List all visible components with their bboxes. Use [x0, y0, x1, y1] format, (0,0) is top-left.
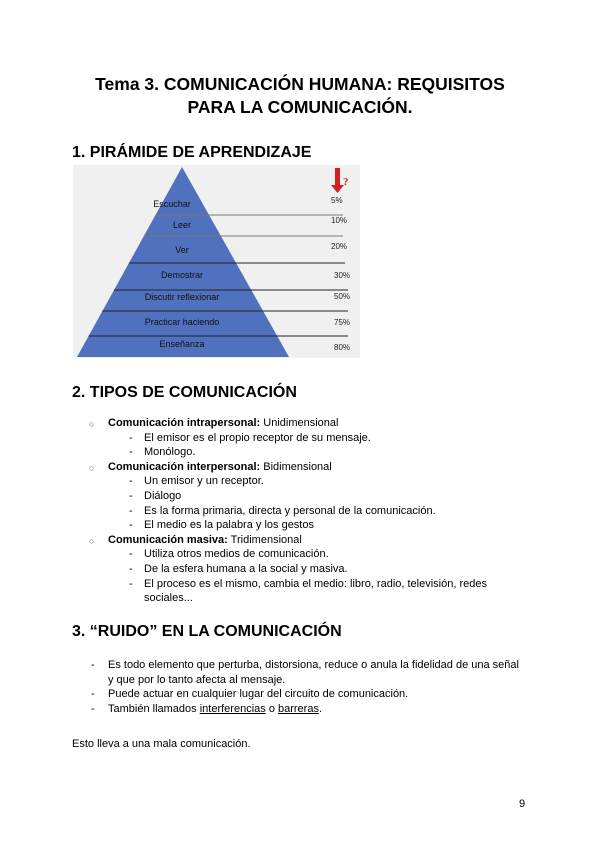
noise-item-1: Es todo elemento que perturba, distorsiona, reduce o anula la fidelidad de una señal: [108, 659, 519, 671]
dash-bullet: -: [129, 519, 133, 532]
pyramid-level-label: Enseñanza: [159, 339, 205, 349]
dash-bullet: -: [129, 475, 133, 488]
barreras-link[interactable]: barreras: [278, 703, 319, 715]
page-number: 9: [519, 798, 526, 810]
retention-percent: 30%: [334, 271, 351, 280]
learning-pyramid-figure: [73, 165, 360, 358]
circle-bullet-icon: ○: [89, 419, 95, 429]
dash-bullet: -: [129, 563, 133, 575]
communication-type: Comunicación interpersonal: Bidimensional: [108, 460, 332, 473]
section-1-heading: 1. PIRÁMIDE DE APRENDIZAJE: [72, 144, 312, 161]
communication-type-item: Utiliza otros medios de comunicación.: [144, 548, 329, 561]
dash-bullet: -: [129, 577, 133, 590]
circle-bullet-icon: ○: [89, 462, 95, 473]
noise-item-2: Puede actuar en cualquier lugar del circuito de comunicación.: [108, 688, 409, 700]
pyramid-graphic: [73, 165, 360, 358]
retention-percent: 20%: [331, 242, 348, 251]
noise-item-3: También llamados interferencias o barreras.: [108, 703, 323, 715]
communication-type-item: Monólogo.: [144, 446, 196, 459]
pyramid-level-label: Leer: [172, 220, 192, 230]
pyramid-level-label: Ver: [175, 245, 189, 255]
retention-percent: 50%: [334, 292, 351, 301]
interferencias-link[interactable]: interferencias: [199, 703, 266, 715]
dash-bullet: -: [129, 490, 133, 502]
retention-percent: 75%: [334, 318, 351, 327]
communication-type-item: Diálogo: [144, 490, 182, 502]
page-title-line-1: Tema 3. COMUNICACIÓN HUMANA: REQUISITOS: [95, 74, 505, 94]
communication-type-item: De la esfera humana a la social y masiva.: [144, 563, 348, 575]
communication-type-item: El emisor es el propio receptor de su mensaje.: [144, 431, 371, 444]
dash-bullet: -: [129, 504, 133, 517]
section-2-heading: 2. TIPOS DE COMUNICACIÓN: [72, 384, 297, 401]
communication-type-item: Es la forma primaria, directa y personal de la comunicación.: [144, 504, 436, 517]
communication-type: Comunicación masiva: Tridimensional: [108, 533, 302, 546]
pyramid-level-label: Discutir reflexionar: [144, 292, 220, 302]
section-3-heading: 3. “RUIDO” EN LA COMUNICACIÓN: [72, 623, 342, 640]
communication-type-item: El proceso es el mismo, cambia el medio: libro, radio, televisión, redes: [144, 577, 487, 590]
page-title-line-2: PARA LA COMUNICACIÓN.: [187, 97, 413, 117]
communication-type-item: sociales...: [144, 592, 193, 605]
dash-bullet: -: [129, 446, 133, 459]
question-mark: ?: [343, 176, 349, 188]
pyramid-shape: [77, 167, 289, 357]
dash-bullet: -: [129, 431, 133, 444]
circle-bullet-icon: ○: [89, 535, 95, 546]
dash-bullet: -: [129, 548, 133, 561]
noise-item-1-cont: y que por lo tanto afecta al mensaje.: [108, 674, 286, 686]
retention-percent: 10%: [331, 216, 348, 225]
conclusion-text: Esto lleva a una mala comunicación.: [72, 738, 251, 750]
retention-percent: 5%: [331, 196, 343, 205]
communication-type-item: El medio es la palabra y los gestos: [144, 519, 314, 532]
pyramid-level-label: Practicar haciendo: [144, 317, 220, 327]
communication-type-item: Un emisor y un receptor.: [144, 475, 264, 488]
communication-type: Comunicación intrapersonal: Unidimensional: [108, 417, 339, 429]
pyramid-level-label: Escuchar: [153, 199, 191, 209]
retention-percent: 80%: [334, 343, 351, 352]
pyramid-level-label: Demostrar: [160, 270, 204, 280]
